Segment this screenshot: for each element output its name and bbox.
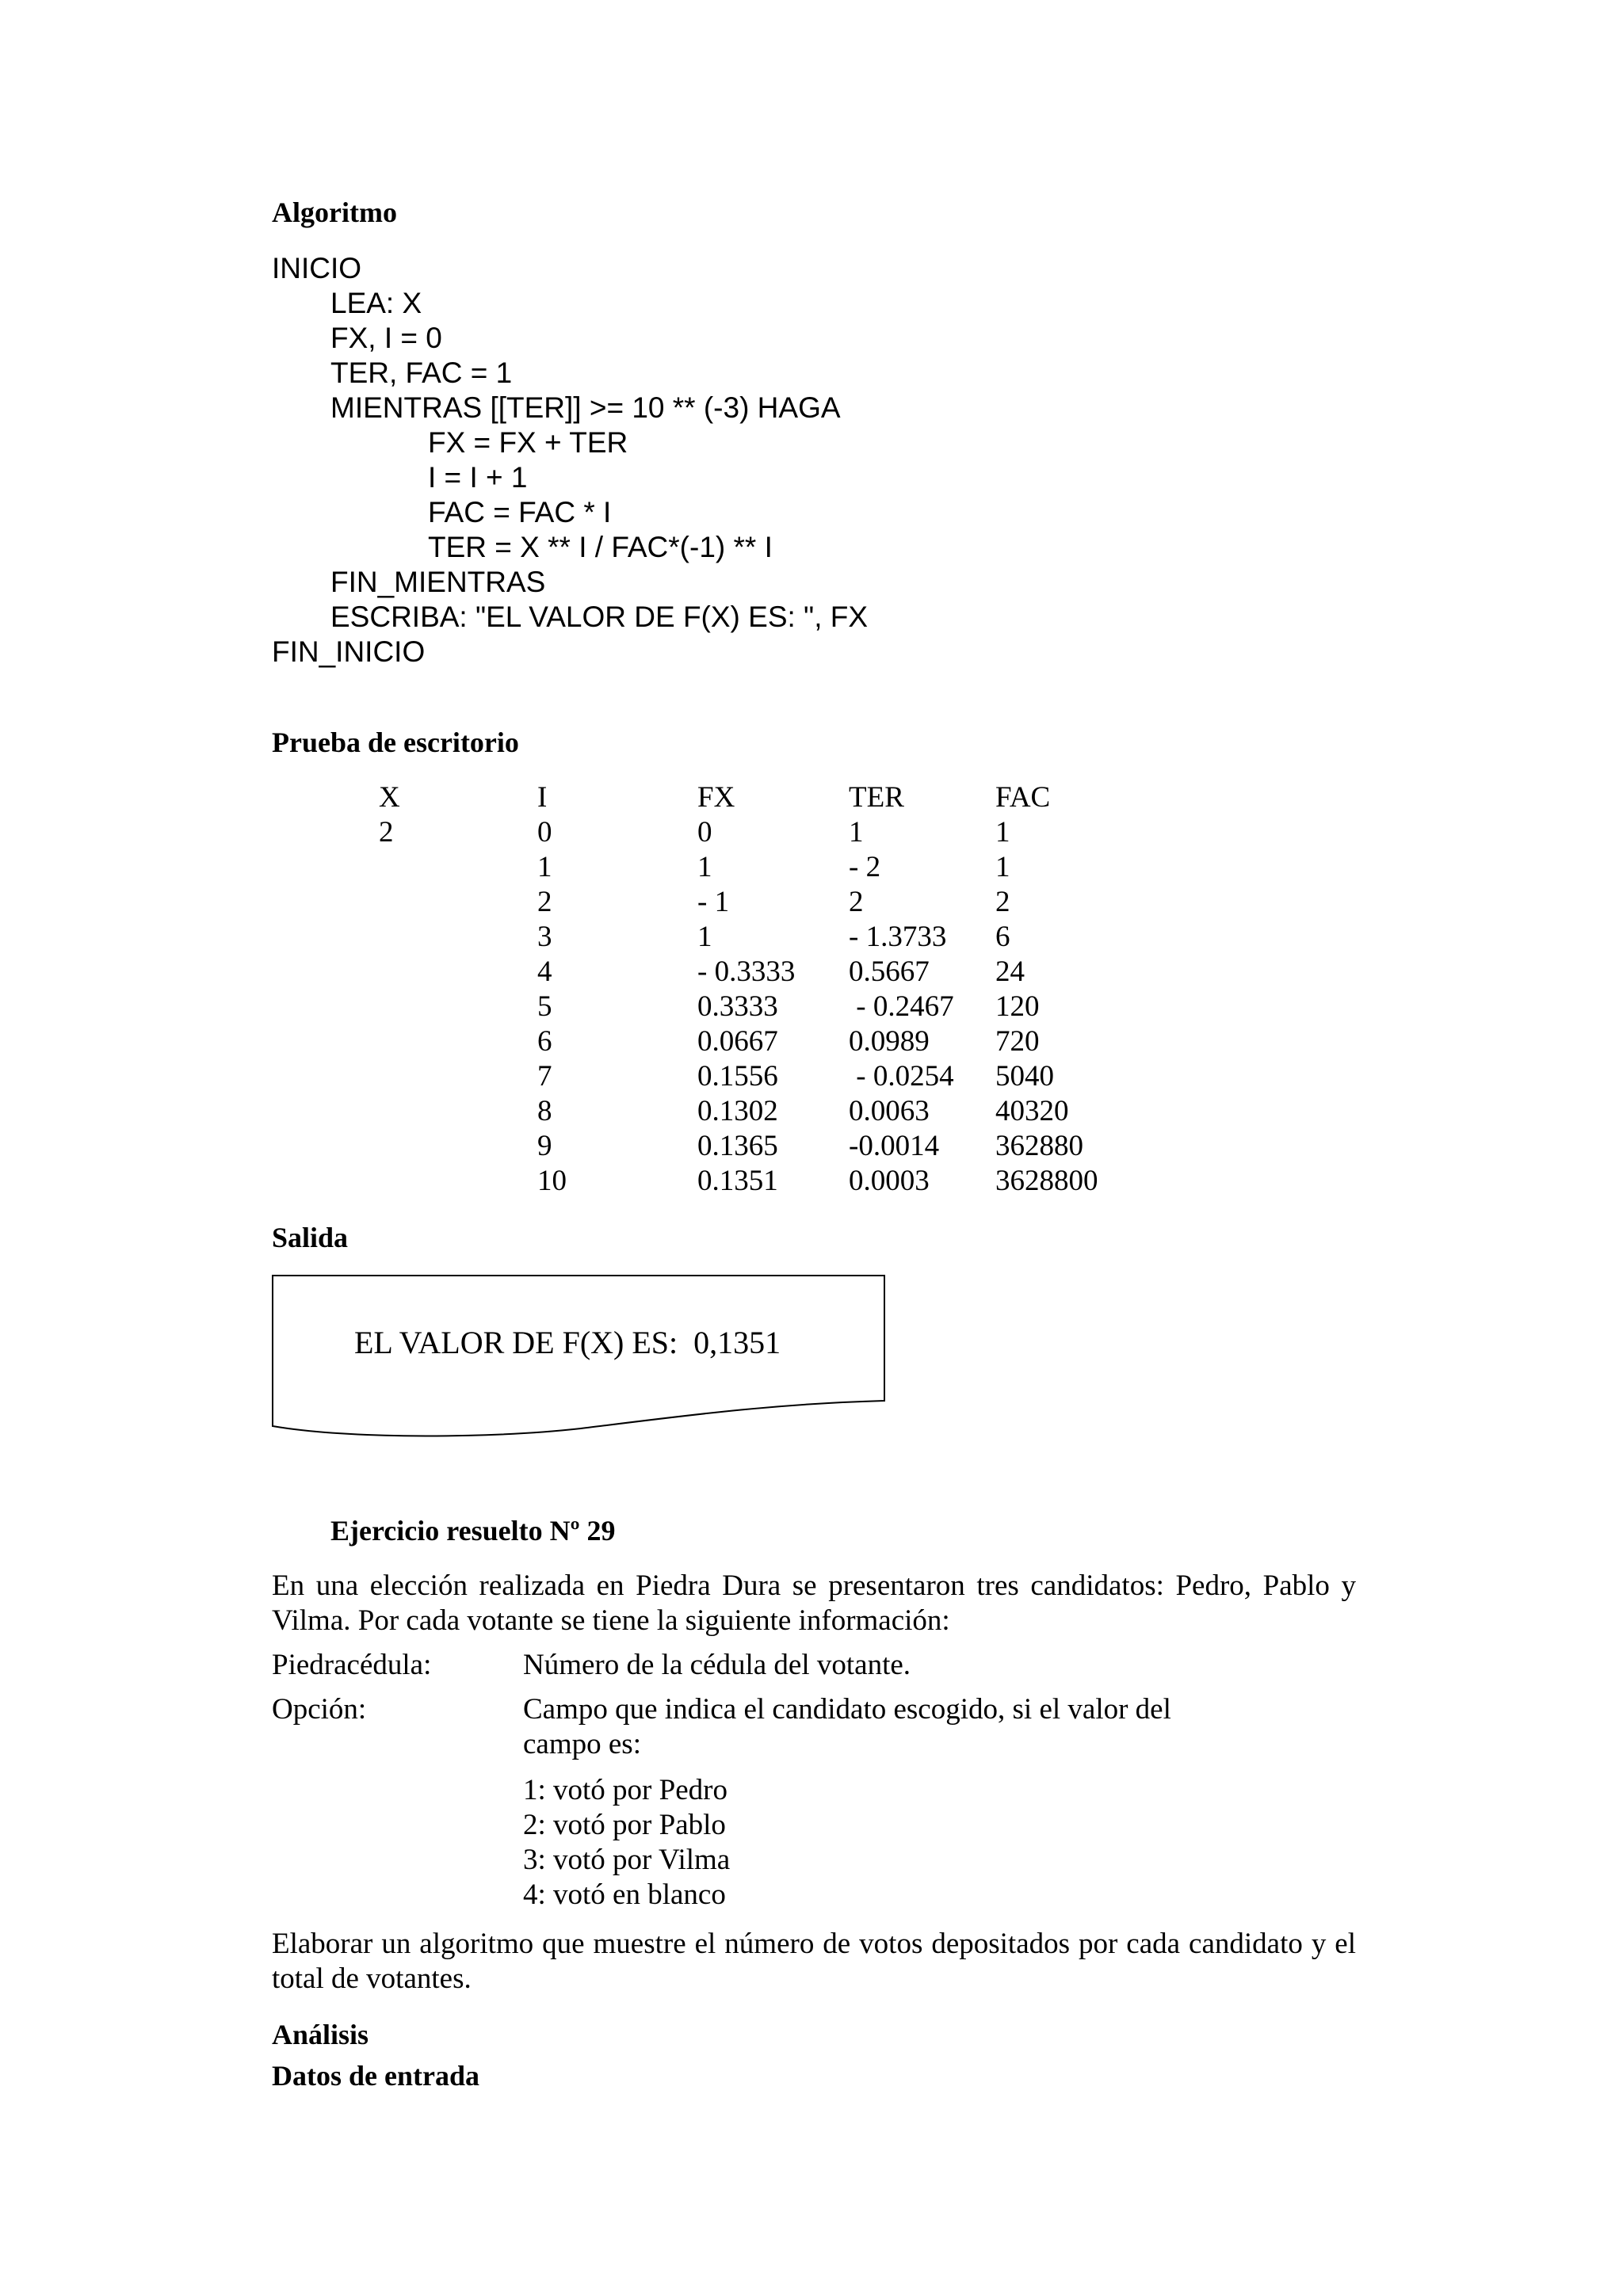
option-item: 2: votó por Pablo [523,1809,726,1841]
table-header-cell: FAC [995,781,1051,814]
code-line: FX, I = 0 [330,322,442,354]
code-line: MIENTRAS [[TER]] >= 10 ** (-3) HAGA [330,391,841,424]
code-line: I = I + 1 [428,461,528,494]
table-cell: 0.3333 [697,990,778,1023]
table-header-cell: FX [697,781,735,814]
table-cell: 3 [537,921,552,953]
table-cell: 1 [697,851,712,883]
code-line: TER, FAC = 1 [330,357,513,389]
exercise-intro: En una elección realizada en Piedra Dura se presentaron tres candidatos: Pedro, Pablo y Vilma. Por cada votante se tiene la siguiente información: [272,1569,1356,1637]
table-cell: 362880 [995,1130,1083,1162]
code-line: TER = X ** I / FAC*(-1) ** I [428,531,773,563]
table-cell: 1 [849,816,864,849]
algorithm-heading: Algoritmo [272,196,397,228]
code-line: FX = FX + TER [428,426,628,459]
table-cell: 720 [995,1025,1040,1058]
table-cell: 1 [995,816,1010,849]
table-cell: 0.1302 [697,1095,778,1127]
table-header-cell: TER [849,781,904,814]
exercise-title: Ejercicio resuelto Nº 29 [330,1515,616,1547]
field-description: Número de la cédula del votante. [523,1649,911,1681]
table-cell: -0.0014 [849,1130,940,1162]
table-cell: 8 [537,1095,552,1127]
table-cell: - 1 [697,886,730,918]
table-cell: 0 [697,816,712,849]
table-cell: 2 [537,886,552,918]
table-cell: - 0.2467 [849,990,954,1023]
code-line: FIN_MIENTRAS [330,566,546,598]
table-cell: 0.0003 [849,1165,930,1197]
table-cell: 6 [995,921,1010,953]
table-cell: 0.1556 [697,1060,778,1093]
output-heading: Salida [272,1222,349,1253]
table-cell: 2 [379,816,394,849]
desk-check-heading: Prueba de escritorio [272,727,519,758]
table-cell: 0.5667 [849,955,930,988]
table-cell: - 0.0254 [849,1060,954,1093]
output-document-box [272,1275,885,1437]
table-cell: 1 [995,851,1010,883]
code-line: FIN_INICIO [272,635,426,668]
code-line: LEA: X [330,287,422,319]
table-cell: 5 [537,990,552,1023]
table-cell: 0.1351 [697,1165,778,1197]
option-item: 3: votó por Vilma [523,1844,731,1876]
table-cell: 0.0989 [849,1025,930,1058]
table-cell: 120 [995,990,1040,1023]
code-line: INICIO [272,252,362,284]
table-cell: 1 [697,921,712,953]
output-message: EL VALOR DE F(X) ES: 0,1351 [354,1325,781,1360]
table-cell: 7 [537,1060,552,1093]
code-line: ESCRIBA: "EL VALOR DE F(X) ES: ", FX [330,601,869,633]
field-name: Piedracédula: [272,1649,432,1681]
table-cell: 1 [537,851,552,883]
table-header-cell: X [379,781,400,814]
table-cell: 24 [995,955,1025,988]
table-cell: 6 [537,1025,552,1058]
option-item: 1: votó por Pedro [523,1774,727,1806]
table-cell: 0.0667 [697,1025,778,1058]
table-cell: 2 [849,886,864,918]
table-header-cell: I [537,781,548,814]
option-item: 4: votó en blanco [523,1878,726,1911]
input-data-heading: Datos de entrada [272,2060,479,2092]
exercise-task: Elaborar un algoritmo que muestre el número de votos depositados por cada candidato y el total de votantes. [272,1928,1356,1995]
table-cell: 2 [995,886,1010,918]
table-cell: 0 [537,816,552,849]
table-cell: 0.0063 [849,1095,930,1127]
code-line: FAC = FAC * I [428,496,612,528]
table-cell: - 1.3733 [849,921,947,953]
table-cell: - 0.3333 [697,955,796,988]
field-name: Opción: [272,1693,367,1726]
table-cell: 0.1365 [697,1130,778,1162]
table-cell: 3628800 [995,1165,1098,1197]
table-cell: 4 [537,955,552,988]
analysis-heading: Análisis [272,2019,369,2050]
table-cell: 9 [537,1130,552,1162]
table-cell: 40320 [995,1095,1069,1127]
table-cell: - 2 [849,851,881,883]
table-cell: 5040 [995,1060,1054,1093]
field-description: Campo que indica el candidato escogido, si el valor del campo es: [523,1693,1171,1760]
table-cell: 10 [537,1165,567,1197]
